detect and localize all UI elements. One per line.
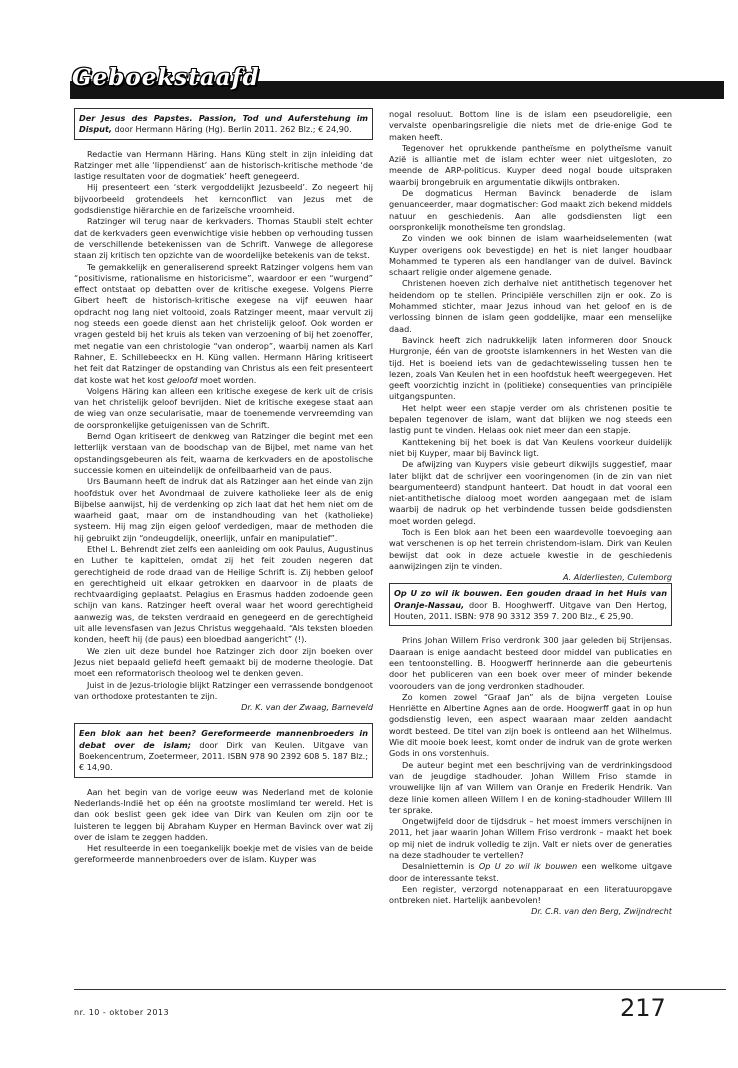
paragraph: Een register, verzorgd notenapparaat en een literatuuropgave ontbreken niet. Hartelijk aanbevolen! — [389, 883, 672, 906]
paragraph: Ongetwijfeld door de tijdsdruk – het moest immers verschijnen in 2011, het jaar waarin Johan Willem Friso verdronk – maakt het boek op mij niet de indruk volledig te zijn. Valt er niets over de generaties na deze stadhouder te vertellen? — [389, 816, 672, 860]
review-1-title: Der Jesus des Papstes. Passion, Tod und Auferstehung im Disput, — [79, 113, 368, 135]
paragraph: Aan het begin van de vorige eeuw was Nederland met de kolonie Nederlands-Indië het op één na grootste moslimland ter wereld. Het is dan ook beslist geen gek idee van Dirk van Keulen om zijn oor te luisteren te leggen bij Abraham Kuyper en Herman Bavinck over wat zij over de islam te zeggen hadden. — [74, 786, 373, 842]
right-column — [389, 109, 672, 918]
paragraph: Ethel L. Behrendt ziet zelfs een aanleiding om ook Paulus, Augustinus en Luther te kapittelen, omdat zij het feit zouden negeren dat gerechtigheid de rode draad van de Heilige Schrift is. Zij hebben geloof en gerechtigheid uit elkaar getrokken en daarvoor in de plaats de rechtvaardiging geplaatst. Pelagius en Erasmus hadden zodoende geen schijn van kans. Ratzinger heeft overal waar het woord gerechtigheid aanwezig was, de teksten verdraaid en genegeerd en de gerechtigheid uit alle levensfasen van Jezus Christus weggehaald. “Als teksten bloeden konden, heeft hij (de paus) een bloedbad aangericht” (!). — [74, 543, 373, 645]
paragraph: Volgens Häring kan alleen een kritische exegese de kerk uit de crisis van het christelijk geloof bevrijden. Niet de kritische exegese staat aan de wieg van onze secularisatie, maar de toenemende vervreemding van de oorspronkelijke getuigenissen van de Schrift. — [74, 385, 373, 430]
paragraph: Urs Baumann heeft de indruk dat als Ratzinger aan het einde van zijn hoofdstuk over het Avondmaal de zuivere katholieke leer als de enig Bijbelse aanwijst, hij de verdenking op zich laat dat het hem niet om de waarheid gaat, maar om de instandhouding van het (katholieke) systeem. Hij mag zijn eigen geloof verdedigen, maar de methoden die hij gebruikt zijn “ondeugdelijk, oneerlijk, unfair en manipulatief”. — [74, 476, 373, 543]
paragraph: De dogmaticus Herman Bavinck benaderde de islam genuanceerder, maar dogmatischer: God maakt zich bekend middels natuur en geschiedenis. Aan alle godsdiensten ligt een oorspronkelijk monotheïsme ten grondslag. — [389, 188, 672, 232]
paragraph: Hij presenteert een ‘sterk vergoddelijkt Jezusbeeld’. Zo negeert hij bijvoorbeeld grotendeels het kernconflict van Jezus met de godsdienstige hiërarchie en de farizeïsche vroomheid. — [74, 182, 373, 216]
paragraph: nogal resoluut. Bottom line is de islam een pseudoreligie, een vervalste openbaringsreligie die niets met de drie-enige God te maken heeft. — [389, 109, 672, 142]
review-3-title: Op U zo wil ik bouwen. Een gouden draad in het Huis van Oranje-Nassau, — [394, 588, 667, 610]
review-box-1 — [74, 108, 373, 140]
paragraph: Bernd Ogan kritiseert de denkweg van Ratzinger die begint met een letterlijk verstaan van de boodschap van de Bijbel, met name van het opstandingsgebeuren als feit, waarna de kerkvaders en de apostolische successie komen en uiteindelijk de onfeilbaarheid van de paus. — [74, 431, 373, 475]
paragraph: Desalniettemin is Op U zo wil ik bouwen een welkome uitgave door de interessante tekst. — [389, 861, 672, 883]
paragraph: We zien uit deze bundel hoe Ratzinger zich door zijn boeken over Jezus niet bepaald geliefd heeft gemaakt bij de moderne theologie. Dat moet een reformatorisch theoloog wel te denken geven. — [74, 645, 373, 679]
reviewer-signature-3: Dr. C.R. van den Berg, Zwijndrecht — [531, 906, 672, 917]
paragraph: Zo vinden we ook binnen de islam waarheidselementen (wat Kuyper overigens ook bevestigde) en het is niet langer houdbaar Mohammed te typeren als een handlanger van de duivel. Bavinck schaart religie onder algemene genade. — [389, 233, 672, 278]
paragraph: Toch is Een blok aan het been een waardevolle toevoeging aan wat verschenen is op het terrein christendom-islam. Dirk van Keulen bewijst dat ook in deze actuele kwestie in de geschiedenis aanwijzingen zijn te vinden. — [389, 526, 672, 571]
paragraph: Tegenover het oprukkende pantheïsme en polytheïsme vanuit Azië is alliantie met de islam echter weer niet uitgesloten, zo meende de ARP-politicus. Kuyper deed nogal boude uitspraken waarbij brongebruik en argumentatie dikwijls ontbraken. — [389, 142, 672, 187]
reviewer-signature-2: A. Alderliesten, Culemborg — [562, 572, 672, 583]
page-number: 217 — [620, 994, 666, 1022]
review-box-3 — [389, 583, 672, 626]
left-column — [74, 108, 373, 866]
paragraph: Ratzinger wil terug naar de kerkvaders. Thomas Staubli stelt echter dat de kerkvaders geen evenwichtige visie hebben op verhouding tussen de verschillende betekenissen van de Schrift. Vanwege de allegorese staan zij kritisch ten opzichte van de woordelijke betekenis van de tekst. — [74, 216, 373, 261]
emphasis: Op U zo wil ik bouwen — [478, 861, 578, 872]
section-title: Geboekstaafd — [72, 64, 260, 91]
paragraph: Het resulteerde in een toegankelijk boekje met de visies van de beide gereformeerde mannenbroeders over de islam. Kuyper was — [74, 843, 373, 865]
paragraph: Het helpt weer een stapje verder om als christenen positie te bepalen tegenover de islam, want dat blijken we nog steeds een lastig punt te vinden. Helaas ook niet meer dan een stapje. — [389, 402, 672, 436]
emphasis: geloofd — [167, 374, 198, 385]
review-2-title: Een blok aan het been? Gereformeerde mannenbroeders in debat over de islam; — [79, 728, 368, 750]
paragraph: Kanttekening bij het boek is dat Van Keulens voorkeur duidelijk niet bij Kuyper, maar bij Bavinck ligt. — [389, 436, 672, 458]
review-box-2 — [74, 723, 373, 777]
review-3-details: door B. Hooghwerff. Uitgave van Den Hertog, Houten, 2011. ISBN: 978 90 3312 359 7. 200 Blz., € 25,90. — [394, 599, 667, 622]
issue-label: nr. 10 - oktober 2013 — [74, 1008, 170, 1017]
paragraph: Bavinck heeft zich nadrukkelijk laten informeren door Snouck Hurgronje, één van de grootste islamkenners in het Westen van die tijd. Het is boeiend iets van de gedachtewisseling tussen hen te lezen, zoals Van Keulen het in een hoofdstuk heeft weergegeven. Het geeft voorzichtig inzicht in (politieke) consequenties van principiële uitgangspunten. — [389, 334, 672, 402]
footer-divider — [74, 989, 726, 990]
paragraph: Prins Johan Willem Friso verdronk 300 jaar geleden bij Strijensas. Daaraan is enige aandacht besteed door middel van publicaties en een tentoonstelling. B. Hoogwerff herinnerde aan die gebeurtenis door het publiceren van een boek over meer of minder bekende voorouders van de jong verdronken stadhouder. — [389, 635, 672, 691]
review-1-details: door Hermann Häring (Hg). Berlin 2011. 262 Blz.; € 24,90. — [111, 124, 352, 135]
paragraph: Juist in de Jezus-triologie blijkt Ratzinger een verrassende bondgenoot van orthodoxe protestanten te zijn. — [74, 679, 373, 701]
paragraph: Redactie van Hermann Häring. Hans Küng stelt in zijn inleiding dat Ratzinger met alle ‘lippendienst’ aan de historisch-kritische methode ‘de lastige resultaten voor de dogmatiek’ heeft genegeerd. — [74, 148, 373, 182]
paragraph: De auteur begint met een beschrijving van de verdrinkingsdood van de jeugdige stadhouder. Johan Willem Friso stamde in vrouwelijke lijn af van Willem van Oranje en Frederik Hendrik. Van deze linie komen alleen Willem I en de koning-stadhouder Willem III ter sprake. — [389, 759, 672, 815]
paragraph: Zo komen zowel “Graaf Jan” als de bijna vergeten Louise Henriëtte en Albertine Agnes aan de orde. Hoogwerff gaat in op hun godsdienstig leven, een aspect waaraan maar zelden aandacht wordt besteed. De titel van zijn boek is ontleend aan het Wilhelmus. Wie dit mooie boek leest, komt onder de indruk van de grote werken Gods in ons vorstenhuis. — [389, 691, 672, 759]
paragraph: Te gemakkelijk en generaliserend spreekt Ratzinger volgens hem van “positivisme, rationalisme en historicisme”, waardoor er een “wurgend” effect ontstaat op debatten over de kritische exegese. Volgens Pierre Gibert heeft de historisch-kritische exegese na vijf eeuwen haar opdracht nog lang niet voltooid, zoals Ratzinger meent, maar vervult zij nog steeds een goede dienst aan het christelijk geloof. Ook worden er vragen gesteld bij het kruis als teken van verzoening of bij het zoenoffer, met negatie van een christologie “van onderop”, waarbij namen als Karl Rahner, E. Schillebeeckx en H. Küng vallen. Hermann Häring kritiseert het feit dat Ratzinger de opstanding van Christus als een feit presenteert dat koste wat het kost geloofd moet worden. — [74, 261, 373, 385]
reviewer-signature-1: Dr. K. van der Zwaag, Barneveld — [241, 702, 373, 713]
paragraph: De afwijzing van Kuypers visie gebeurt dikwijls suggestief, maar later blijkt dat de schrijver een vooringenomen (in de zin van niet beargumenteerd) standpunt hanteert. Dat houdt in dat vooral een niet-antithetische dialoog moet worden aangegaan met de islam waarbij de nadruk op het verbindende tussen beide godsdiensten moet worden gelegd. — [389, 459, 672, 526]
paragraph: Christenen hoeven zich derhalve niet antithetisch tegenover het heidendom op te stellen. Principiële verschillen zijn er ook. Zo is Mohammed stichter, maar Jezus inhoud van het geloof en is de verlossing binnen de islam geen goddelijke, maar een menselijke daad. — [389, 278, 672, 334]
review-2-details: door Dirk van Keulen. Uitgave van Boekencentrum, Zoetermeer, 2011. ISBN 978 90 2392 608 5. 187 Blz.; € 14,90. — [79, 739, 369, 773]
